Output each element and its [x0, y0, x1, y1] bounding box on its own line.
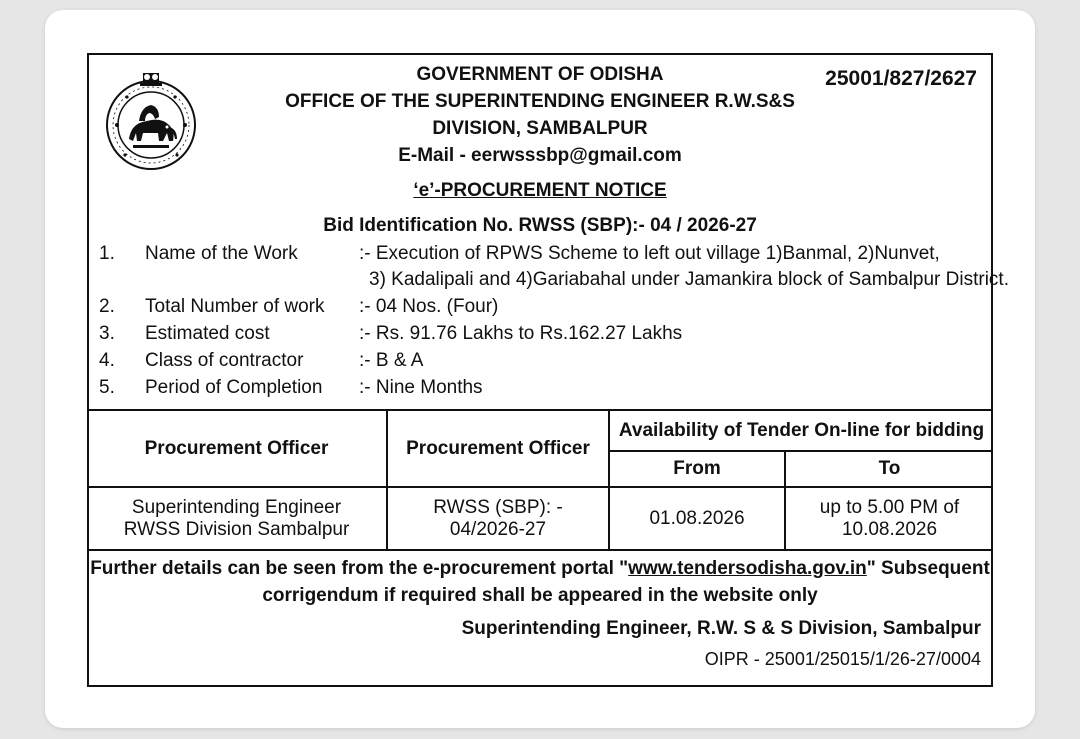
- header-availability: Availability of Tender On-line for bidding: [609, 410, 993, 451]
- reference-number: 25001/827/2627: [825, 67, 977, 90]
- notice-title: ‘e’-PROCUREMENT NOTICE: [413, 180, 667, 201]
- header-to: To: [785, 451, 993, 487]
- footer-details: Further details can be seen from the e-procurement portal "www.tendersodisha.gov.in" Subsequent: [90, 558, 990, 579]
- header-procurement-officer: Procurement Officer: [87, 410, 387, 487]
- email-line: E-Mail - eerwsssbp@gmail.com: [398, 145, 682, 166]
- work-name-continued: 3) Kadalipali and 4)Gariabahal under Jamankira block of Sambalpur District.: [369, 269, 1009, 290]
- government-title: GOVERNMENT OF ODISHA: [416, 64, 664, 85]
- portal-link[interactable]: www.tendersodisha.gov.in: [628, 558, 867, 579]
- oipr-number: OIPR - 25001/25015/1/26-27/0004: [704, 649, 981, 669]
- footer-corrigendum: corrigendum if required shall be appeared in the website only: [262, 585, 818, 606]
- header-procurement-officer-2: Procurement Officer: [387, 410, 609, 487]
- header-from: From: [609, 451, 785, 487]
- officer-cell: Superintending Engineer RWSS Division Sambalpur: [87, 487, 387, 550]
- to-date-cell: up to 5.00 PM of 10.08.2026: [785, 487, 993, 550]
- office-title: OFFICE OF THE SUPERINTENDING ENGINEER R.W.S&S: [285, 91, 795, 112]
- from-date-cell: 01.08.2026: [609, 487, 785, 550]
- division-title: DIVISION, SAMBALPUR: [432, 118, 648, 139]
- bid-identification: Bid Identification No. RWSS (SBP):- 04 / 2026-27: [323, 215, 757, 236]
- e-procurement-notice: 25001/827/2627 GOVERNMENT OF ODISHA OFFICE OF THE SUPERINTENDING ENGINEER R.W.S&S DIVISION, SAMBALPUR E-Mail - eerwsssbp@gmail.com ‘e’-PROCUREMENT NOTICE Bid Identification No. RWSS (SBP):- 04 / 2026-27 1. Name of the Work :- Execution of RPWS Scheme to left out village 1)Banmal, 2)Nunvet, 3) Kadalipali and 4)Gariabahal under Jamankira block of Sambalpur District. 2. Total Number of work :- 04 Nos. (Four) 3. Estimated cost :- Rs. 91.76 Lakhs to Rs.162.27 Lakhs 4. Class of contractor :- B & A 5. Period of Completion :- Nine Months Procurement Officer Procurement Officer Availability of Tender On-line for bidding From To Superintending Engineer RWSS Division Sambalpur RWSS (SBP): - 04/2026-27 01.08.2026 up to 5.00 PM of 10.08.2026 Further details can be seen from the e-procurement portal "www.tendersodisha.gov.in" Subsequent corrigendum if required shall be appeared in the website only Superintending Engineer, R.W. S & S Division, Sambalpur OIPR - 25001/25015/1/26-27/0004: [87, 53, 993, 687]
- notice-card: [45, 10, 1035, 728]
- tender-table: [87, 409, 993, 551]
- signature-line: Superintending Engineer, R.W. S & S Division, Sambalpur: [461, 618, 981, 639]
- bid-number-cell: RWSS (SBP): - 04/2026-27: [387, 487, 609, 550]
- table-row: [87, 487, 993, 550]
